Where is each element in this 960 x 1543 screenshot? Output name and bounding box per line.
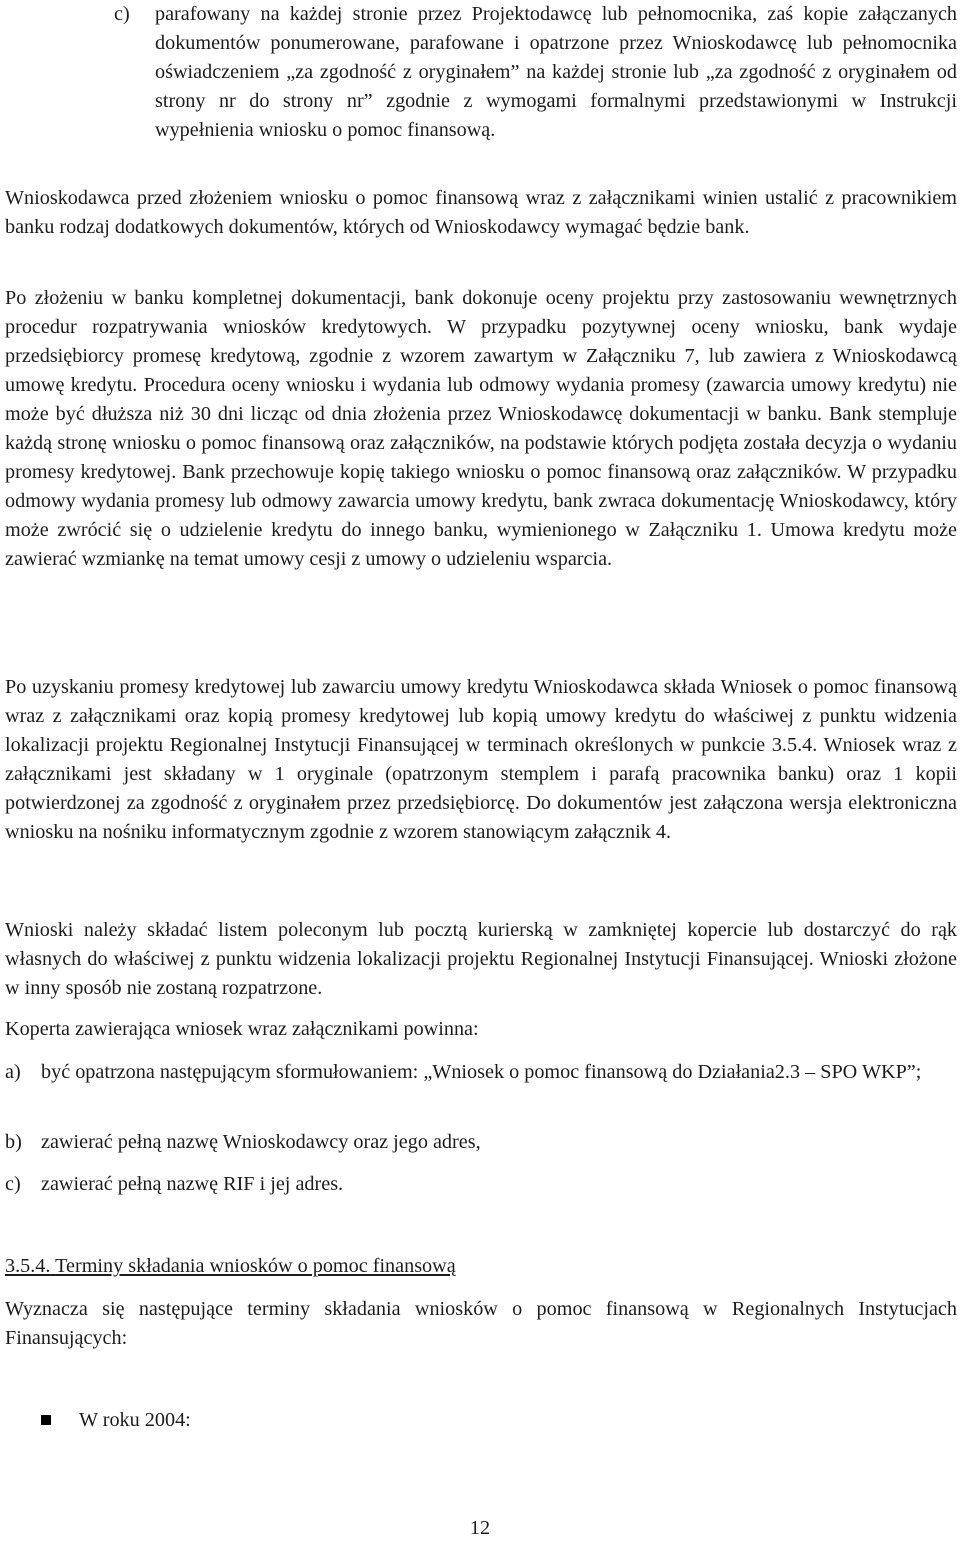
paragraph-section-intro: Wyznacza się następujące terminy składania wniosków o pomoc finansową w Regionalnych Instytucjach Finansujących: xyxy=(5,1298,957,1349)
page-number: 12 xyxy=(469,1517,491,1539)
list-item-text: być opatrzona następującym sformułowaniem: „Wniosek o pomoc finansową do Działania2.3 – SPO WKP”; xyxy=(41,1061,922,1083)
paragraph-envelope-intro: Koperta zawierająca wniosek wraz załącznikami powinna: xyxy=(5,1018,479,1040)
bullet-item-2004: W roku 2004: xyxy=(79,1409,191,1431)
envelope-list-item-a xyxy=(5,1058,957,1087)
paragraph-application-submission: Po uzyskaniu promesy kredytowej lub zawarciu umowy kredytu Wnioskodawca składa Wniosek o pomoc finansową wraz z załącznikami oraz kopią promesy kredytowej lub kopią umowy kredytu do właściwej z punktu widzenia lokalizacji projektu Regionalnej Instytucji Finansującej w terminach określonych w punkcie 3.5.4. Wniosek wraz z załącznikami jest składany w 1 oryginale (opatrzonym stemplem i parafą pracownika banku) oraz 1 kopii potwierdzonej za zgodność z oryginałem przez przedsiębiorcę. Do dokumentów jest załączona wersja elektroniczna wniosku na nośniku informatycznym zgodnie z wzorem stanowiącym załącznik 4. xyxy=(5,676,957,843)
list-marker: c) xyxy=(5,1173,21,1195)
paragraph-applicant-consultation: Wnioskodawca przed złożeniem wniosku o pomoc finansową wraz z załącznikami winien ustalić z pracownikiem banku rodzaj dodatkowych dokumentów, których od Wnioskodawcy wymagać będzie bank. xyxy=(5,187,957,238)
square-bullet-icon xyxy=(41,1415,51,1425)
list-item-c-top xyxy=(5,0,957,145)
list-marker: a) xyxy=(5,1061,21,1083)
list-item-text: zawierać pełną nazwę RIF i jej adres. xyxy=(41,1173,344,1195)
envelope-list-item-c xyxy=(5,1170,957,1199)
section-title: Terminy składania wniosków o pomoc finansową xyxy=(55,1255,456,1277)
paragraph-delivery-method: Wnioski należy składać listem poleconym lub pocztą kurierską w zamkniętej kopercie lub dostarczyć do rąk własnych do właściwej z punktu widzenia lokalizacji projektu Regionalnej Instytucji Finansującej. Wnioski złożone w inny sposób nie zostaną rozpatrzone. xyxy=(5,919,957,999)
list-marker: b) xyxy=(5,1131,22,1153)
section-heading xyxy=(5,1252,456,1281)
envelope-list-item-b xyxy=(5,1128,957,1157)
list-item-text: zawierać pełną nazwę Wnioskodawcy oraz jego adres, xyxy=(41,1131,481,1153)
section-number: 3.5.4. xyxy=(5,1255,51,1277)
paragraph-bank-assessment: Po złożeniu w banku kompletnej dokumentacji, bank dokonuje oceny projektu przy zastosowaniu wewnętrznych procedur rozpatrywania wniosków kredytowych. W przypadku pozytywnej oceny wniosku, bank wydaje przedsiębiorcy promesę kredytową, zgodnie z wzorem zawartym w Załączniku 7, lub zawiera z Wnioskodawcą umowę kredytu. Procedura oceny wniosku i wydania lub odmowy wydania promesy (zawarcia umowy kredytu) nie może być dłuższa niż 30 dni licząc od dnia złożenia przez Wnioskodawcę dokumentacji w banku. Bank stempluje każdą stronę wniosku o pomoc finansową oraz załączników, na podstawie których podjęta została decyzja o wydaniu promesy kredytowej. Bank przechowuje kopię takiego wniosku o pomoc finansową oraz załączników. W przypadku odmowy wydania promesy lub odmowy zawarcia umowy kredytu, bank zwraca dokumentację Wnioskodawcy, który może zwrócić się o udzielenie kredytu do innego banku, wymienionego w Załączniku 1. Umowa kredytu może zawierać wzmiankę na temat umowy cesji z umowy o udzieleniu wsparcia. xyxy=(5,287,957,570)
list-item-text: parafowany na każdej stronie przez Projektodawcę lub pełnomocnika, zaś kopie załączanych dokumentów ponumerowane, parafowane i opatrzone przez Wnioskodawcę lub pełnomocnika oświadczeniem „za zgodność z oryginałem” na każdej stronie lub „za zgodność z oryginałem od strony nr do strony nr” zgodnie z wymogami formalnymi przedstawionymi w Instrukcji wypełnienia wniosku o pomoc finansową. xyxy=(155,3,957,141)
list-marker: c) xyxy=(114,3,130,25)
